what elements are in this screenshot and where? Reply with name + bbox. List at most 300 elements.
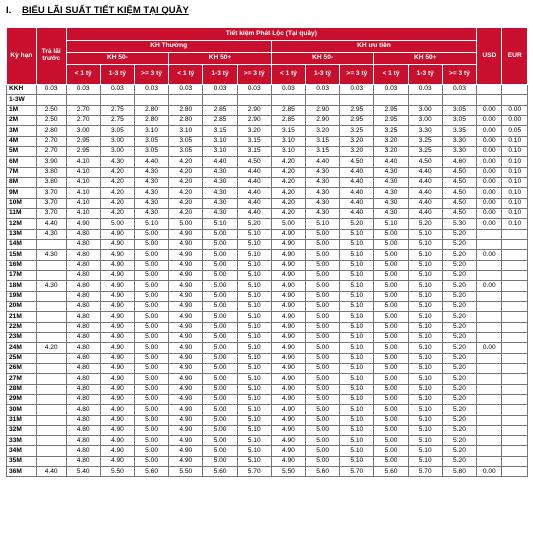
table-row (7, 425, 528, 435)
rate-cell: 2.80 (169, 115, 203, 125)
table-row (7, 343, 528, 353)
rate-cell: 4.90 (100, 260, 134, 270)
term-cell: 7M (7, 167, 37, 177)
rate-cell: 5.00 (135, 322, 169, 332)
rate-cell: 2.85 (203, 115, 237, 125)
rate-cell: 5.10 (408, 436, 442, 446)
prepaid-rate-cell: 2.50 (36, 115, 66, 125)
rate-cell: 5.00 (306, 456, 340, 466)
header-tier-ge3: >= 3 tỷ (340, 65, 374, 85)
section-number: I. (6, 5, 12, 16)
rate-cell: 4.90 (100, 343, 134, 353)
rate-cell: 5.00 (203, 270, 237, 280)
rate-cell: 4.40 (237, 188, 271, 198)
rate-cell: 5.10 (340, 343, 374, 353)
rate-cell: 5.00 (135, 281, 169, 291)
rate-cell: 0.03 (442, 85, 476, 95)
rate-cell: 5.10 (237, 425, 271, 435)
rate-cell: 4.90 (271, 394, 305, 404)
rate-cell: 3.35 (442, 126, 476, 136)
usd-rate-cell: 0.00 (477, 343, 502, 353)
rate-cell: 5.10 (408, 260, 442, 270)
rate-cell: 4.40 (340, 188, 374, 198)
rate-cell: 4.90 (271, 270, 305, 280)
rate-cell: 4.90 (100, 363, 134, 373)
prepaid-rate-cell (36, 415, 66, 425)
prepaid-rate-cell: 3.70 (36, 208, 66, 218)
rate-cell: 4.90 (100, 291, 134, 301)
table-header (7, 28, 528, 85)
table-row (7, 239, 528, 249)
rate-cell: 4.90 (100, 332, 134, 342)
interest-rate-table (6, 27, 528, 477)
eur-rate-cell (502, 301, 528, 311)
rate-cell: 5.00 (306, 332, 340, 342)
rate-cell: 3.00 (408, 105, 442, 115)
rate-cell: 4.90 (271, 260, 305, 270)
rate-cell: 4.40 (408, 198, 442, 208)
rate-cell: 4.90 (271, 353, 305, 363)
rate-cell: 5.00 (374, 332, 408, 342)
term-cell: 1-3W (7, 95, 37, 105)
eur-rate-cell (502, 281, 528, 291)
usd-rate-cell: 0.00 (477, 105, 502, 115)
eur-rate-cell (502, 425, 528, 435)
eur-rate-cell: 0.10 (502, 167, 528, 177)
rate-cell: 5.00 (374, 270, 408, 280)
eur-rate-cell: 0.10 (502, 198, 528, 208)
table-row (7, 415, 528, 425)
rate-cell (408, 95, 442, 105)
rate-cell: 4.80 (66, 312, 100, 322)
rate-cell: 4.80 (66, 332, 100, 342)
rate-cell: 5.20 (442, 322, 476, 332)
rate-cell: 4.20 (271, 157, 305, 167)
section-title: BIỂU LÃI SUẤT TIẾT KIỆM TẠI QUẦY (22, 5, 189, 16)
prepaid-rate-cell (36, 260, 66, 270)
usd-rate-cell (477, 363, 502, 373)
rate-cell: 4.90 (100, 425, 134, 435)
usd-rate-cell (477, 312, 502, 322)
header-tier-r13: 1-3 tỷ (100, 65, 134, 85)
rate-cell: 5.20 (442, 260, 476, 270)
header-tier-r13: 1-3 tỷ (306, 65, 340, 85)
rate-cell: 4.20 (169, 188, 203, 198)
rate-cell: 4.90 (169, 229, 203, 239)
rate-cell (271, 95, 305, 105)
rate-cell: 4.30 (135, 188, 169, 198)
prepaid-rate-cell: 2.70 (36, 146, 66, 156)
eur-rate-cell (502, 322, 528, 332)
rate-cell: 5.10 (340, 301, 374, 311)
rate-cell: 4.90 (271, 446, 305, 456)
rate-cell: 0.03 (135, 85, 169, 95)
usd-rate-cell (477, 446, 502, 456)
prepaid-rate-cell (36, 312, 66, 322)
rate-cell: 5.00 (135, 446, 169, 456)
header-tier-lt1: < 1 tỷ (271, 65, 305, 85)
rate-cell: 2.85 (203, 105, 237, 115)
rate-cell: 2.90 (237, 105, 271, 115)
rate-cell: 5.00 (135, 343, 169, 353)
rate-cell: 5.00 (374, 363, 408, 373)
rate-cell: 4.40 (340, 167, 374, 177)
prepaid-rate-cell (36, 405, 66, 415)
rate-cell: 4.80 (66, 384, 100, 394)
header-kh-thuong: KH Thường (66, 41, 271, 53)
rate-cell: 2.90 (237, 115, 271, 125)
rate-cell: 3.30 (442, 146, 476, 156)
rate-cell: 5.00 (135, 415, 169, 425)
rate-cell: 4.80 (66, 270, 100, 280)
eur-rate-cell: 0.10 (502, 208, 528, 218)
rate-cell: 4.90 (169, 332, 203, 342)
rate-cell: 2.95 (374, 105, 408, 115)
term-cell: 16M (7, 260, 37, 270)
rate-cell: 4.90 (100, 270, 134, 280)
rate-cell (100, 95, 134, 105)
rate-cell: 4.50 (442, 177, 476, 187)
table-row (7, 136, 528, 146)
table-body (7, 85, 528, 477)
rate-cell: 5.00 (203, 384, 237, 394)
eur-rate-cell: 0.05 (502, 126, 528, 136)
rate-cell: 2.95 (66, 146, 100, 156)
rate-cell: 4.90 (271, 281, 305, 291)
rate-cell: 4.30 (135, 198, 169, 208)
usd-rate-cell (477, 291, 502, 301)
table-row (7, 157, 528, 167)
rate-cell: 4.90 (100, 374, 134, 384)
rate-cell: 4.80 (66, 446, 100, 456)
rate-cell: 5.00 (203, 343, 237, 353)
rate-cell: 4.30 (306, 208, 340, 218)
header-kh50-minus: KH 50- (66, 53, 169, 65)
rate-cell: 5.10 (237, 281, 271, 291)
rate-cell: 4.20 (271, 167, 305, 177)
eur-rate-cell (502, 456, 528, 466)
header-tier-lt1: < 1 tỷ (66, 65, 100, 85)
eur-rate-cell (502, 343, 528, 353)
rate-cell: 3.00 (100, 136, 134, 146)
rate-cell: 5.00 (306, 374, 340, 384)
rate-cell: 5.10 (340, 415, 374, 425)
eur-rate-cell (502, 260, 528, 270)
rate-cell: 4.90 (100, 250, 134, 260)
prepaid-rate-cell: 3.80 (36, 177, 66, 187)
table-row (7, 85, 528, 95)
term-cell: 1M (7, 105, 37, 115)
rate-cell: 5.10 (340, 239, 374, 249)
header-tier-lt1: < 1 tỷ (169, 65, 203, 85)
rate-cell: 5.10 (237, 301, 271, 311)
header-kh50-plus: KH 50+ (374, 53, 477, 65)
rate-cell: 4.40 (408, 208, 442, 218)
rate-cell: 3.10 (203, 146, 237, 156)
rate-cell: 5.20 (442, 301, 476, 311)
rate-cell: 3.05 (135, 136, 169, 146)
rate-cell: 5.00 (374, 446, 408, 456)
rate-cell: 4.90 (271, 363, 305, 373)
usd-rate-cell (477, 425, 502, 435)
rate-cell: 4.40 (408, 188, 442, 198)
table-row (7, 384, 528, 394)
rate-cell: 4.80 (66, 415, 100, 425)
prepaid-rate-cell (36, 301, 66, 311)
rate-cell: 4.90 (169, 291, 203, 301)
header-tier-r13: 1-3 tỷ (408, 65, 442, 85)
rate-cell: 5.10 (237, 229, 271, 239)
rate-cell: 5.00 (374, 250, 408, 260)
usd-rate-cell (477, 415, 502, 425)
rate-cell (306, 95, 340, 105)
rate-cell: 5.60 (135, 467, 169, 477)
rate-cell: 4.40 (306, 157, 340, 167)
rate-cell: 4.90 (169, 446, 203, 456)
rate-cell: 5.10 (340, 353, 374, 363)
rate-cell: 5.00 (374, 374, 408, 384)
eur-rate-cell (502, 405, 528, 415)
usd-rate-cell: 0.00 (477, 467, 502, 477)
header-tier-r13: 1-3 tỷ (203, 65, 237, 85)
rate-cell: 5.10 (237, 322, 271, 332)
rate-cell: 5.00 (374, 291, 408, 301)
rate-cell: 4.80 (66, 281, 100, 291)
term-cell: 17M (7, 270, 37, 280)
rate-cell: 5.10 (408, 322, 442, 332)
usd-rate-cell: 0.00 (477, 115, 502, 125)
rate-cell: 3.15 (237, 146, 271, 156)
rate-cell: 3.10 (271, 136, 305, 146)
rate-cell: 5.10 (340, 425, 374, 435)
rate-cell: 5.20 (442, 384, 476, 394)
rate-cell: 3.10 (135, 126, 169, 136)
rate-cell: 3.15 (237, 136, 271, 146)
rate-cell: 5.10 (408, 332, 442, 342)
rate-cell: 5.10 (237, 353, 271, 363)
rate-cell: 3.30 (442, 136, 476, 146)
eur-rate-cell (502, 446, 528, 456)
rate-cell: 4.90 (100, 301, 134, 311)
rate-cell: 5.00 (135, 353, 169, 363)
rate-cell: 4.20 (271, 177, 305, 187)
rate-cell: 4.90 (169, 384, 203, 394)
rate-cell: 4.90 (100, 394, 134, 404)
rate-cell: 4.90 (271, 456, 305, 466)
rate-cell: 5.20 (442, 363, 476, 373)
rate-cell: 4.30 (135, 177, 169, 187)
rate-cell: 5.10 (237, 405, 271, 415)
rate-cell: 0.03 (203, 85, 237, 95)
rate-cell: 4.90 (271, 332, 305, 342)
rate-cell: 5.00 (203, 250, 237, 260)
rate-cell: 5.00 (135, 332, 169, 342)
rate-cell: 4.90 (169, 436, 203, 446)
table-row (7, 115, 528, 125)
rate-cell: 5.20 (408, 219, 442, 229)
rate-cell: 3.25 (340, 126, 374, 136)
rate-cell: 5.70 (408, 467, 442, 477)
rate-cell: 3.15 (271, 126, 305, 136)
rate-cell: 5.10 (340, 250, 374, 260)
rate-cell: 2.75 (100, 115, 134, 125)
rate-cell: 4.80 (66, 353, 100, 363)
rate-cell: 5.40 (66, 467, 100, 477)
rate-cell: 5.10 (408, 312, 442, 322)
rate-cell: 5.10 (408, 343, 442, 353)
rate-cell: 5.10 (340, 260, 374, 270)
rate-cell: 5.20 (442, 425, 476, 435)
rate-cell: 5.10 (237, 332, 271, 342)
term-cell: 28M (7, 384, 37, 394)
term-cell: 12M (7, 219, 37, 229)
rate-cell: 4.50 (237, 157, 271, 167)
rate-cell: 5.10 (340, 394, 374, 404)
eur-rate-cell: 0.10 (502, 177, 528, 187)
eur-rate-cell (502, 394, 528, 404)
rate-cell: 5.60 (306, 467, 340, 477)
rate-cell: 4.90 (169, 239, 203, 249)
rate-cell: 4.80 (66, 343, 100, 353)
rate-cell: 4.40 (237, 177, 271, 187)
rate-cell: 5.00 (306, 281, 340, 291)
rate-cell: 5.30 (442, 219, 476, 229)
rate-cell: 4.90 (169, 301, 203, 311)
rate-cell: 4.40 (237, 167, 271, 177)
rate-cell: 5.00 (203, 301, 237, 311)
rate-cell: 5.10 (408, 374, 442, 384)
rate-cell: 5.00 (374, 281, 408, 291)
rate-cell: 5.00 (135, 260, 169, 270)
rate-cell: 4.20 (169, 208, 203, 218)
prepaid-rate-cell: 3.70 (36, 188, 66, 198)
term-cell: KKH (7, 85, 37, 95)
term-cell: 22M (7, 322, 37, 332)
page-title (6, 5, 189, 16)
rate-cell: 4.80 (66, 322, 100, 332)
rate-cell: 5.00 (271, 219, 305, 229)
rate-cell (237, 95, 271, 105)
rate-cell: 3.20 (340, 146, 374, 156)
table-row (7, 105, 528, 115)
prepaid-rate-cell (36, 322, 66, 332)
rate-cell: 0.03 (408, 85, 442, 95)
rate-cell: 4.80 (66, 239, 100, 249)
rate-cell: 5.60 (374, 467, 408, 477)
rate-cell: 4.50 (340, 157, 374, 167)
header-kh50-minus: KH 50- (271, 53, 374, 65)
usd-rate-cell (477, 332, 502, 342)
rate-cell: 0.03 (237, 85, 271, 95)
rate-cell: 5.20 (340, 219, 374, 229)
usd-rate-cell (477, 85, 502, 95)
rate-cell: 5.20 (237, 219, 271, 229)
rate-cell: 5.00 (306, 229, 340, 239)
rate-cell: 2.95 (340, 115, 374, 125)
rate-cell: 4.20 (169, 198, 203, 208)
rate-cell: 4.90 (271, 374, 305, 384)
rate-cell: 5.10 (408, 239, 442, 249)
rate-cell: 5.10 (237, 374, 271, 384)
rate-cell: 2.95 (66, 136, 100, 146)
rate-cell (203, 95, 237, 105)
table-row (7, 332, 528, 342)
rate-cell: 5.10 (408, 363, 442, 373)
term-cell: 23M (7, 332, 37, 342)
rate-cell: 4.90 (100, 384, 134, 394)
rate-cell: 5.20 (442, 436, 476, 446)
rate-cell: 5.00 (135, 239, 169, 249)
usd-rate-cell: 0.00 (477, 250, 502, 260)
term-cell: 29M (7, 394, 37, 404)
table-row (7, 353, 528, 363)
rate-cell: 5.20 (442, 353, 476, 363)
prepaid-rate-cell: 4.40 (36, 219, 66, 229)
rate-cell: 5.10 (237, 312, 271, 322)
rate-cell: 5.00 (203, 291, 237, 301)
table-row (7, 301, 528, 311)
rate-cell: 4.30 (374, 198, 408, 208)
rate-cell: 5.20 (442, 250, 476, 260)
usd-rate-cell (477, 322, 502, 332)
rate-cell: 5.20 (442, 229, 476, 239)
usd-rate-cell: 0.00 (477, 208, 502, 218)
rate-cell: 5.10 (408, 384, 442, 394)
term-cell: 8M (7, 177, 37, 187)
rate-cell: 4.40 (408, 177, 442, 187)
rate-cell: 4.20 (169, 167, 203, 177)
rate-cell: 5.00 (374, 384, 408, 394)
rate-cell: 5.20 (442, 415, 476, 425)
table-row (7, 146, 528, 156)
rate-cell (340, 95, 374, 105)
rate-cell: 5.10 (135, 219, 169, 229)
rate-cell: 5.70 (237, 467, 271, 477)
header-eur: EUR (502, 28, 528, 85)
usd-rate-cell: 0.00 (477, 177, 502, 187)
rate-cell: 4.80 (66, 394, 100, 404)
rate-cell: 5.00 (306, 446, 340, 456)
rate-cell: 4.30 (100, 157, 134, 167)
rate-cell: 5.10 (340, 384, 374, 394)
rate-cell: 5.20 (442, 394, 476, 404)
rate-cell: 5.00 (374, 239, 408, 249)
rate-cell: 3.15 (306, 136, 340, 146)
rate-cell: 4.90 (271, 322, 305, 332)
rate-cell: 5.10 (408, 353, 442, 363)
rate-cell: 5.00 (374, 415, 408, 425)
term-cell: 34M (7, 446, 37, 456)
rate-cell: 5.20 (442, 291, 476, 301)
rate-cell: 4.10 (66, 157, 100, 167)
rate-cell: 5.00 (135, 312, 169, 322)
rate-cell: 5.00 (203, 322, 237, 332)
rate-cell: 3.25 (408, 146, 442, 156)
eur-rate-cell (502, 436, 528, 446)
eur-rate-cell (502, 467, 528, 477)
term-cell: 13M (7, 229, 37, 239)
rate-cell: 2.80 (169, 105, 203, 115)
term-cell: 2M (7, 115, 37, 125)
rate-cell: 3.05 (100, 126, 134, 136)
term-cell: 36M (7, 467, 37, 477)
rate-cell: 4.90 (100, 312, 134, 322)
rate-cell (169, 95, 203, 105)
rate-cell: 5.00 (203, 363, 237, 373)
rate-cell: 4.20 (100, 188, 134, 198)
rate-cell: 3.20 (374, 136, 408, 146)
rate-cell: 3.10 (271, 146, 305, 156)
